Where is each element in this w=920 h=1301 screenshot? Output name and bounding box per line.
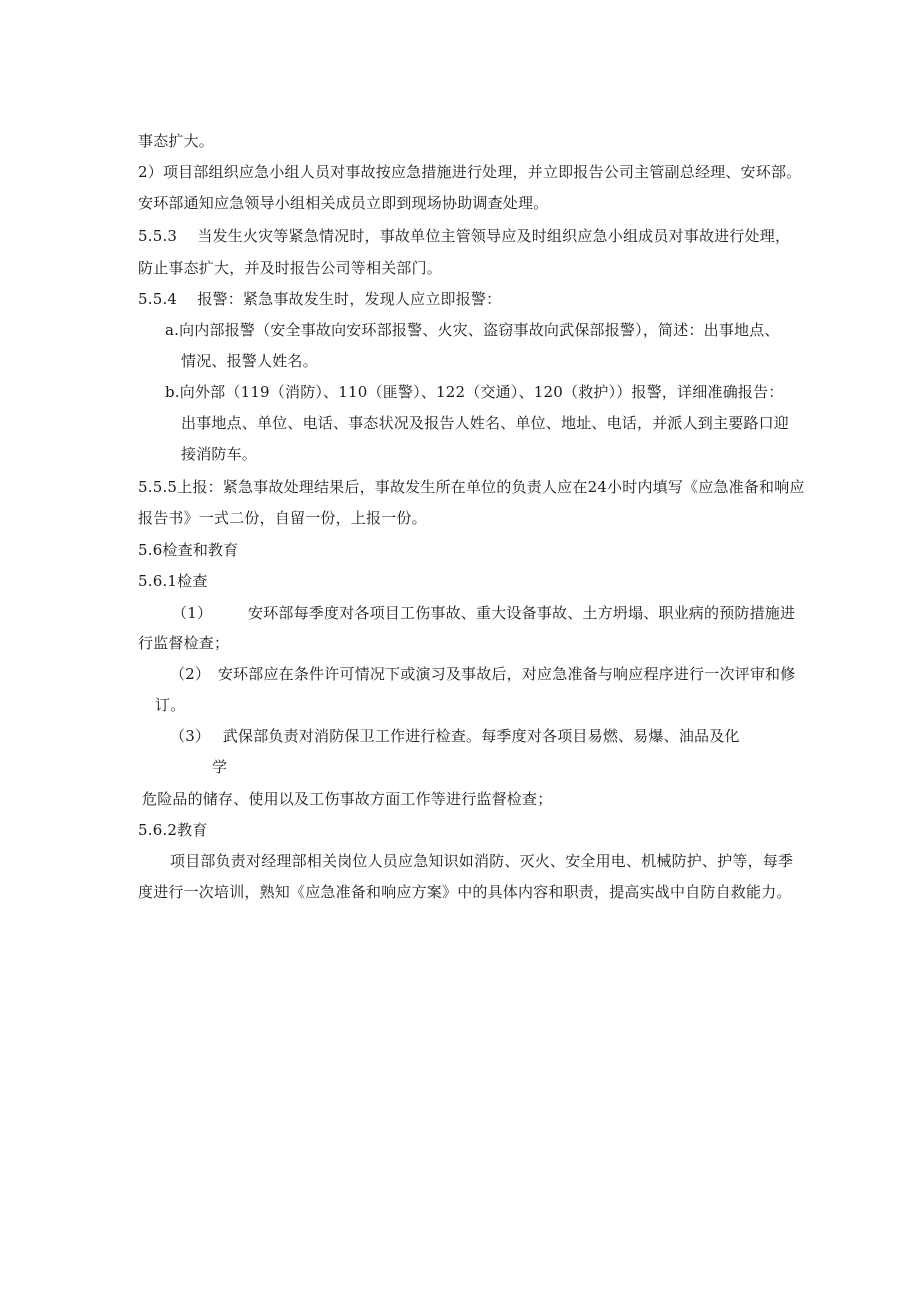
text-line: 情况、报警人姓名。 — [181, 352, 318, 370]
text-line: 防止事态扩大，并及时报告公司等相关部门。 — [138, 259, 443, 277]
section-heading: 5.6检查和教育 — [138, 541, 239, 559]
text-line: 危险品的储存、使用以及工伤事故方面工作等进行监督检查； — [142, 790, 553, 808]
subsection-heading: 5.6.1检查 — [138, 572, 208, 590]
text-line: 学 — [212, 758, 228, 776]
text-line: a.向内部报警（安全事故向安环部报警、火灾、盗窃事故向武保部报警），简述：出事地点、 — [165, 321, 780, 339]
text-line: 事态扩大。 — [138, 132, 215, 150]
subsection-heading: 5.6.2教育 — [138, 821, 208, 839]
text-line: 行监督检查； — [138, 634, 230, 652]
text-line: （3） 武保部负责对消防保卫工作进行检查。每季度对各项目易燃、易爆、油品及化 — [170, 727, 740, 745]
text-line: （2） 安环部应在条件许可情况下或演习及事故后，对应急准备与响应程序进行一次评审和修 — [170, 665, 796, 683]
text-line: 5.5.4 报警：紧急事故发生时，发现人应立即报警： — [138, 290, 502, 308]
text-line: b.向外部（119（消防）、110（匪警）、122（交通）、120（救护））报警，详细准确报告： — [165, 383, 784, 401]
text-line: 5.5.3 当发生火灾等紧急情况时，事故单位主管领导应及时组织应急小组成员对事故进行处理， — [138, 227, 791, 245]
list-number: （1） — [172, 604, 213, 622]
text-line: 度进行一次培训，熟知《应急准备和响应方案》中的具体内容和职责，提高实战中自防自救能力。 — [138, 883, 792, 901]
text-line: 安环部每季度对各项目工伤事故、重大设备事故、土方坍塌、职业病的预防措施进 — [248, 604, 796, 622]
text-line: 报告书》一式二份，自留一份，上报一份。 — [138, 509, 427, 527]
text-line: 2）项目部组织应急小组人员对事故按应急措施进行处理，并立即报告公司主管副总经理、安环部。 — [138, 163, 802, 181]
text-line: 出事地点、单位、电话、事态状况及报告人姓名、单位、地址、电话，并派人到主要路口迎 — [181, 414, 790, 432]
text-line: 5.5.5上报：紧急事故处理结果后，事故发生所在单位的负责人应在24小时内填写《应急准备和响应 — [138, 478, 805, 496]
text-line: 接消防车。 — [181, 445, 258, 463]
text-line: 项目部负责对经理部相关岗位人员应急知识如消防、灭火、安全用电、机械防护、护等，每季 — [170, 852, 794, 870]
text-line: 订。 — [155, 696, 186, 714]
text-line: 安环部通知应急领导小组相关成员立即到现场协助调查处理。 — [138, 194, 549, 212]
